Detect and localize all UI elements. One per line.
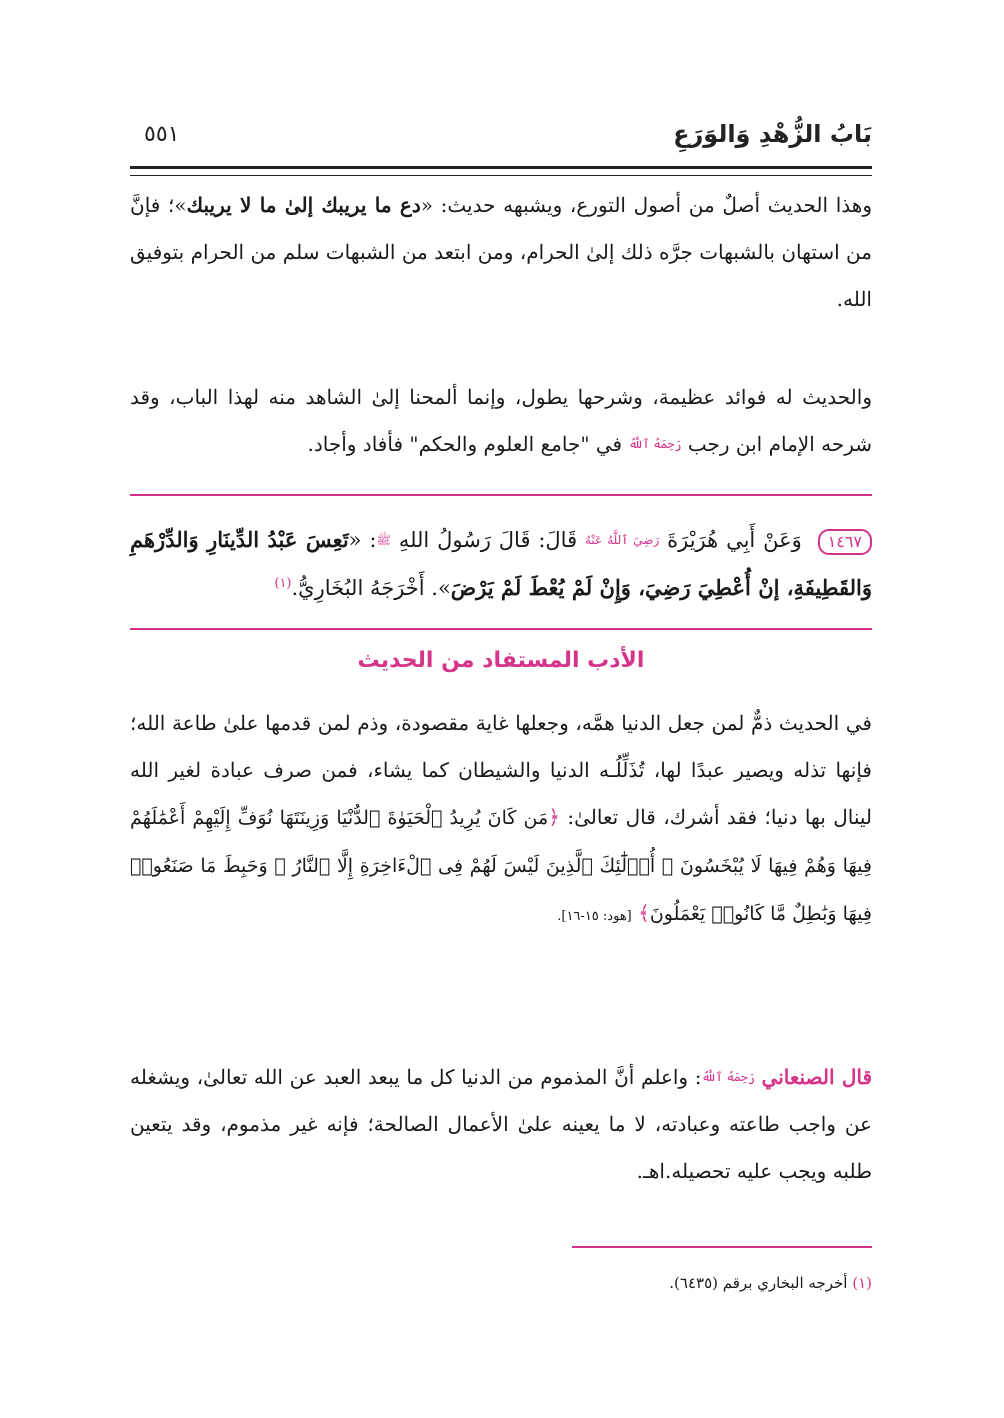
footnote-number: (١) — [852, 1274, 872, 1292]
header-rule — [130, 166, 872, 176]
book-page — [130, 0, 872, 1418]
hadith-text: تَعِسَ عَبْدُ الدِّينَارِ وَالدِّرْهَمِ وَالقَطِيفَةِ، إنْ أُعْطِيَ رَضِيَ، وَإِنْ لَمْ يُعْطَ لَمْ يَرْضَ — [130, 527, 872, 600]
footnote-ref[interactable]: (١) — [274, 576, 292, 591]
hadith-quote: دع ما يريبك إلىٰ ما لا يريبك — [186, 193, 421, 217]
honorific-glyph: رَحِمَهُ ٱللَّهُ — [628, 437, 682, 451]
hadith-number-badge: ١٤٦٧ — [818, 529, 872, 555]
hadith-bottom-rule — [130, 628, 872, 630]
quran-close-bracket: ﴾ — [638, 901, 650, 925]
salawat-glyph: ﷺ — [376, 533, 391, 547]
section-heading: الأدب المستفاد من الحديث — [357, 648, 645, 673]
paragraph-2: والحديث له فوائد عظيمة، وشرحها يطول، وإنما ألمحنا إلىٰ الشاهد منه لهذا الباب، وقد شرحه الإمام ابن رجب $^{رَحِمَهُ ٱللَّهُ}$ في "جامع العلوم والحكم" فأفاد وأجاد. — [130, 385, 872, 456]
footnote-separator — [572, 1246, 872, 1248]
quran-verse: مَن كَانَ يُرِيدُ ٱلْحَيَوٰةَ ٱلدُّنْيَا وَزِينَتَهَا نُوَفِّ إِلَيْهِمْ أَعْمَٰلَهُمْ فِيهَا وَهُمْ فِيهَا لَا يُبْخَسُونَ ۞ أُو۟لَٰٓئِكَ ٱلَّذِينَ لَيْسَ لَهُمْ فِى ٱلْءَاخِرَةِ إِلَّا ٱلنَّارُ ۖ وَحَبِطَ مَا صَنَعُوا۟ فِيهَا وَبَٰطِلٌ مَّا كَانُوا۟ يَعْمَلُونَ — [130, 807, 872, 925]
book-title: "جامع العلوم والحكم" — [409, 432, 590, 456]
hadith-block: ١٤٦٧ وَعَنْ أَبِي هُرَيْرَةَ $^{رَضِيَ ٱللَّهُ عَنْهُ}$ قَالَ: قَالَ رَسُولُ اللهِ $^ﷺ$: «تَعِسَ عَبْدُ الدِّينَارِ وَالدِّرْهَمِ وَالقَطِيفَةِ، إنْ أُعْطِيَ رَضِيَ، وَإِنْ لَمْ يُعْطَ لَمْ يَرْضَ». أَخْرَجَهُ البُخَارِيُّ.$^{(١)}$ — [130, 527, 872, 600]
verse-citation: [هود: ١٥-١٦]. — [557, 909, 632, 924]
honorific-glyph: رَضِيَ ٱللَّهُ عَنْهُ — [584, 533, 660, 547]
page-header — [130, 120, 872, 160]
paragraph-3: في الحديث ذمٌّ لمن جعل الدنيا همَّه، وجعلها غاية مقصودة، وذم لمن قدمها علىٰ طاعة الله؛ فإنها تذله ويصير عبدًا لها، تُذَلِّلُـه الدنيا والشيطان كما يشاء، فمن صرف عبادة لغير الله لينال بها دنيا؛ فقد أشرك، قال تعالىٰ: ﴿مَن كَانَ يُرِيدُ ٱلْحَيَوٰةَ ٱلدُّنْيَا وَزِينَتَهَا نُوَفِّ إِلَيْهِمْ أَعْمَٰلَهُمْ فِيهَا وَهُمْ فِيهَا لَا يُبْخَسُونَ ۞ أُو۟لَٰٓئِكَ ٱلَّذِينَ لَيْسَ لَهُمْ فِى ٱلْءَاخِرَةِ إِلَّا ٱلنَّارُ ۖ وَحَبِطَ مَا صَنَعُوا۟ فِيهَا وَبَٰطِلٌ مَّا كَانُوا۟ يَعْمَلُونَ﴾ [هود: ١٥-١٦]. — [130, 711, 872, 925]
page-number: ٥٥١ — [144, 122, 180, 147]
footnote — [669, 1274, 872, 1292]
footnote-text: أخرجه البخاري برقم (٦٤٣٥). — [669, 1274, 848, 1292]
honorific-glyph: رَحِمَهُ ٱللَّهُ — [701, 1070, 755, 1084]
hadith-top-rule — [130, 494, 872, 496]
quote-speaker: قال الصنعاني — [761, 1065, 873, 1089]
paragraph-1: وهذا الحديث أصلٌ من أصول التورع، ويشبهه حديث: «دع ما يريبك إلىٰ ما لا يريبك»؛ فإنَّ من استهان بالشبهات جرَّه ذلك إلىٰ الحرام، ومن ابتعد من الشبهات سلم من الحرام بتوفيق الله. — [130, 193, 873, 311]
chapter-title: بَابُ الزُّهْدِ وَالوَرَعِ — [673, 120, 872, 148]
paragraph-4: قال الصنعاني $^{رَحِمَهُ ٱللَّهُ}$: واعلم أنَّ المذموم من الدنيا كل ما يبعد العبد عن الله تعالىٰ، ويشغله عن واجب طاعته وعبادته، لا ما يعينه علىٰ الأعمال الصالحة؛ فإنه غير مذموم، وقد يتعين طلبه ويجب عليه تحصيله.اهـ. — [130, 1065, 873, 1183]
quran-open-bracket: ﴿ — [548, 805, 560, 829]
